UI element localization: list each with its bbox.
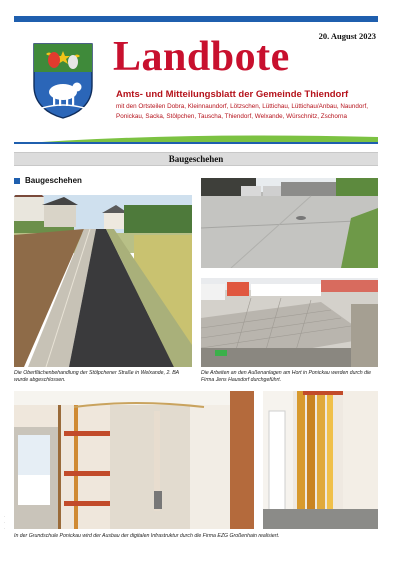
photo-school-interior xyxy=(14,391,254,529)
section-title-bar: Baugeschehen xyxy=(14,152,378,166)
photo-street-welxande xyxy=(14,195,192,367)
photo-cable-conduits xyxy=(263,391,378,529)
header-bottom-band xyxy=(14,134,378,144)
header-top-band xyxy=(14,16,378,22)
article-heading xyxy=(14,176,82,185)
masthead-towns: mit den Ortsteilen Dobra, Kleinnaundorf, Lötzschen, Lüttichau, Lüttichau/Anbau, Naundorf, Ponickau, Sacka, Stölpchen, Tauscha, Thiendorf, Welxande, Würschnitz, Zschorna xyxy=(116,103,369,120)
coat-of-arms-icon xyxy=(32,42,94,120)
photo-paved-area xyxy=(201,178,378,268)
logo-area xyxy=(22,34,102,126)
masthead-title: Landbote xyxy=(113,34,290,80)
caption-street: Die Oberflächenbehandlung der Stölpchener Straße in Welxande, 2. BA wurde abgeschlossen. xyxy=(14,370,179,383)
article-heading-text: Baugeschehen xyxy=(25,176,82,185)
caption-paving: Die Arbeiten an den Außenanlagen am Hort in Ponickau werden durch die Firma Jens Hausdorf durchgeführt. xyxy=(201,370,372,383)
caption-school: In der Grundschule Ponickau wird der Ausbau der digitalen Infrastruktur durch die Firma EZG Großenhain realisiert. xyxy=(14,533,280,539)
issue-date: 20. August 2023 xyxy=(318,31,376,41)
masthead-subtitle: Amts- und Mitteilungsblatt der Gemeinde Thiendorf xyxy=(116,89,349,100)
square-bullet-icon xyxy=(14,178,20,184)
margin-marks: · · · xyxy=(4,514,6,531)
photo-paver-works xyxy=(201,278,378,367)
